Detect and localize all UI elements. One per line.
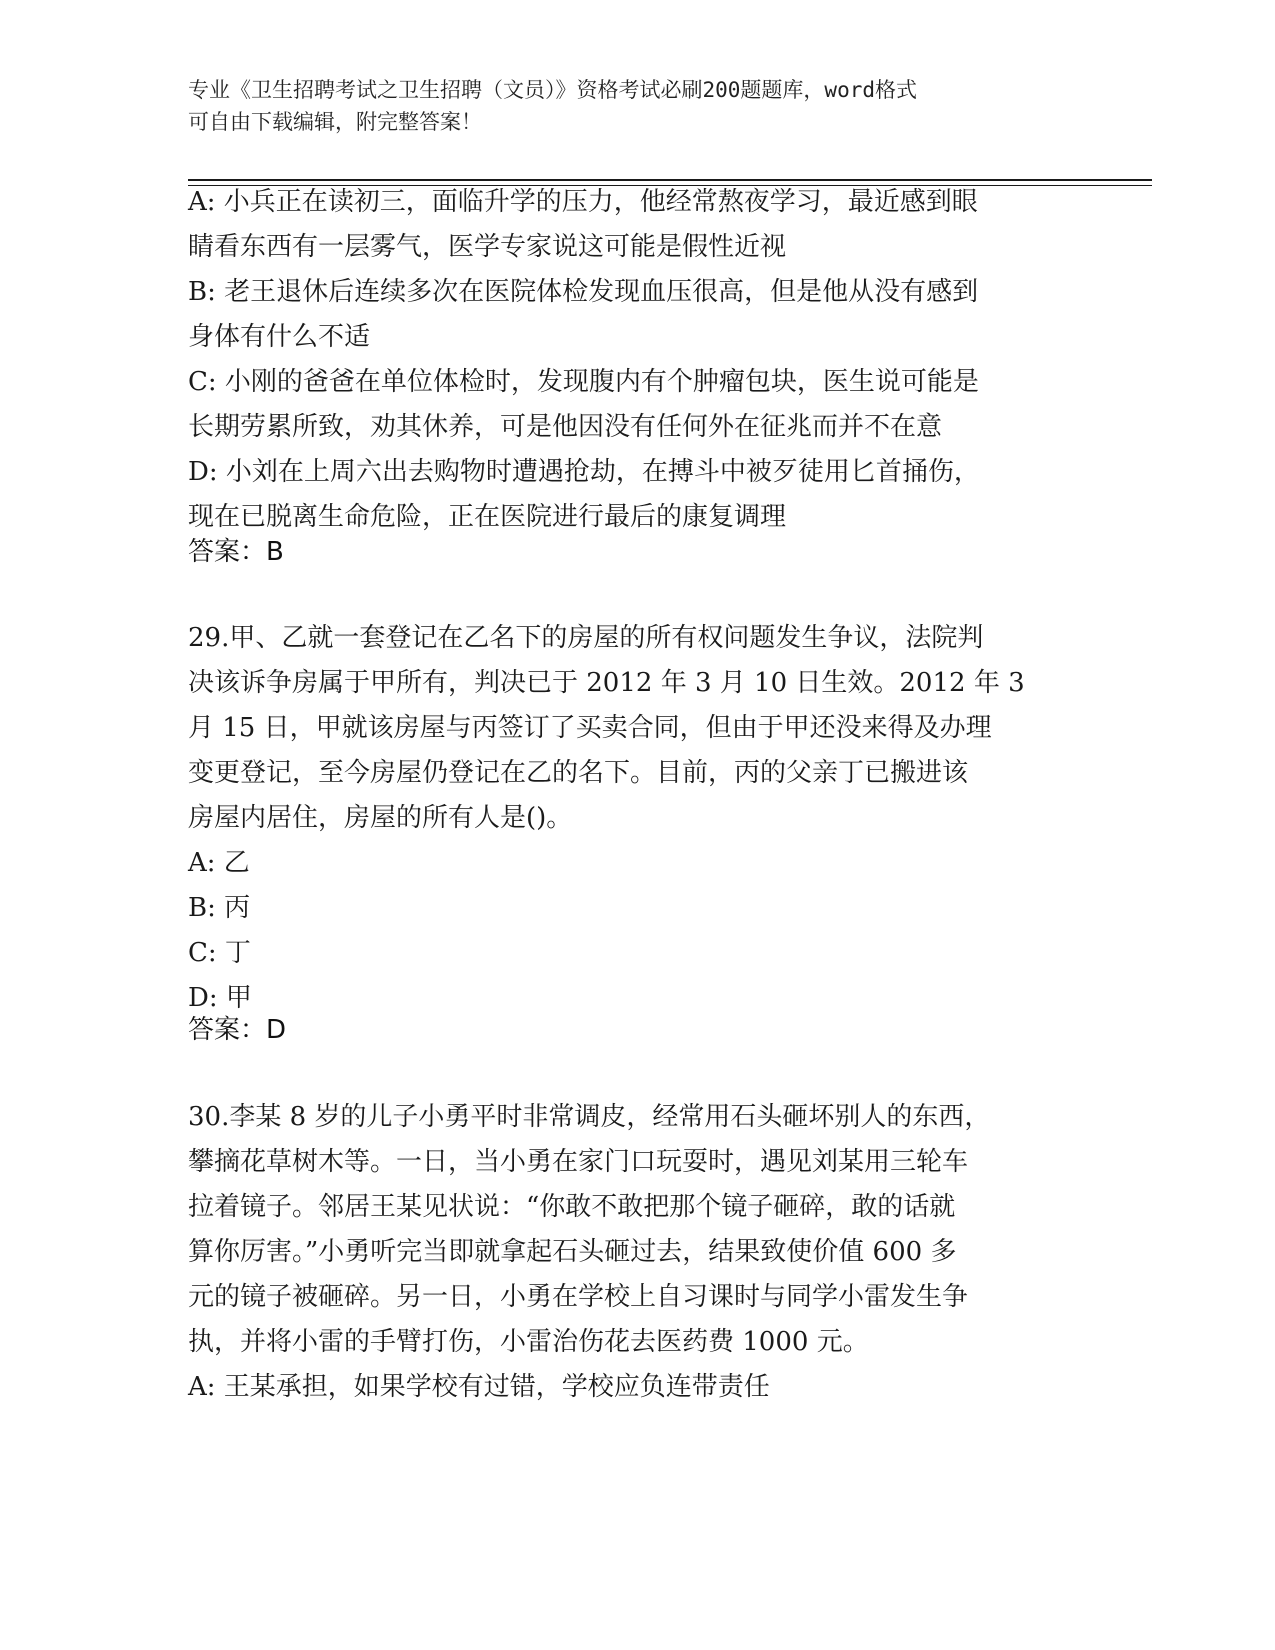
q28-option-a-line-2: 睛看东西有一层雾气，医学专家说这可能是假性近视 bbox=[188, 232, 787, 262]
question-29 bbox=[188, 616, 1078, 1021]
q30-stem-line-1: 30.李某 8 岁的儿子小勇平时非常调皮，经常用石头砸坏别人的东西， bbox=[188, 1102, 991, 1132]
q30-option-a: A: 王某承担，如果学校有过错，学校应负连带责任 bbox=[188, 1372, 770, 1402]
q28-answer-text: 答案：B bbox=[188, 537, 284, 567]
q30-stem-line-2: 攀摘花草树木等。一日，当小勇在家门口玩耍时，遇见刘某用三轮车 bbox=[188, 1147, 969, 1177]
q29-option-c: C: 丁 bbox=[188, 938, 251, 968]
header-title-line-2: 可自由下载编辑，附完整答案！ bbox=[188, 110, 482, 134]
q30-stem-line-6: 执，并将小雷的手臂打伤，小雷治伤花去医药费 1000 元。 bbox=[188, 1327, 869, 1357]
q29-stem-line-4: 变更登记，至今房屋仍登记在乙的名下。目前，丙的父亲丁已搬进该 bbox=[188, 758, 969, 788]
question-28-options bbox=[188, 180, 1078, 540]
q29-stem-line-3: 月 15 日，甲就该房屋与丙签订了买卖合同，但由于甲还没来得及办理 bbox=[188, 713, 992, 743]
q28-option-a-line-1: A: 小兵正在读初三，面临升学的压力，他经常熬夜学习，最近感到眼 bbox=[188, 187, 978, 217]
q29-option-b: B: 丙 bbox=[188, 893, 251, 923]
q28-answer bbox=[188, 530, 1078, 575]
question-30 bbox=[188, 1095, 1078, 1410]
q29-answer bbox=[188, 1008, 1078, 1053]
q29-stem-line-2: 决该诉争房属于甲所有，判决已于 2012 年 3 月 10 日生效。2012 年 3 bbox=[188, 668, 1025, 698]
q28-option-d-line-1: D: 小刘在上周六出去购物时遭遇抢劫，在搏斗中被歹徒用匕首捅伤， bbox=[188, 457, 980, 487]
q29-stem-line-1: 29.甲、乙就一套登记在乙名下的房屋的所有权问题发生争议，法院判 bbox=[188, 623, 984, 653]
header-title-line-1: 专业《卫生招聘考试之卫生招聘（文员）》资格考试必刷200题题库，word格式 bbox=[188, 78, 917, 102]
q28-option-d-line-2: 现在已脱离生命危险，正在医院进行最后的康复调理 bbox=[188, 502, 787, 532]
q28-option-b-line-1: B: 老王退休后连续多次在医院体检发现血压很高，但是他从没有感到 bbox=[188, 277, 979, 307]
q28-option-c-line-2: 长期劳累所致，劝其休养，可是他因没有任何外在征兆而并不在意 bbox=[188, 412, 943, 442]
q28-option-c-line-1: C: 小刚的爸爸在单位体检时，发现腹内有个肿瘤包块，医生说可能是 bbox=[188, 367, 979, 397]
q28-option-b-line-2: 身体有什么不适 bbox=[188, 322, 371, 352]
q29-answer-text: 答案：D bbox=[188, 1015, 287, 1045]
q29-option-d: D: 甲 bbox=[188, 983, 252, 1013]
q29-option-a: A: 乙 bbox=[188, 848, 250, 878]
page-header bbox=[188, 74, 1068, 138]
q29-stem-line-5: 房屋内居住，房屋的所有人是()。 bbox=[188, 803, 573, 833]
q30-stem-line-3: 拉着镜子。邻居王某见状说：“你敢不敢把那个镜子砸碎，敢的话就 bbox=[188, 1192, 956, 1222]
q30-stem-line-5: 元的镜子被砸碎。另一日，小勇在学校上自习课时与同学小雷发生争 bbox=[188, 1282, 969, 1312]
q30-stem-line-4: 算你厉害。”小勇听完当即就拿起石头砸过去，结果致使价值 600 多 bbox=[188, 1237, 957, 1267]
